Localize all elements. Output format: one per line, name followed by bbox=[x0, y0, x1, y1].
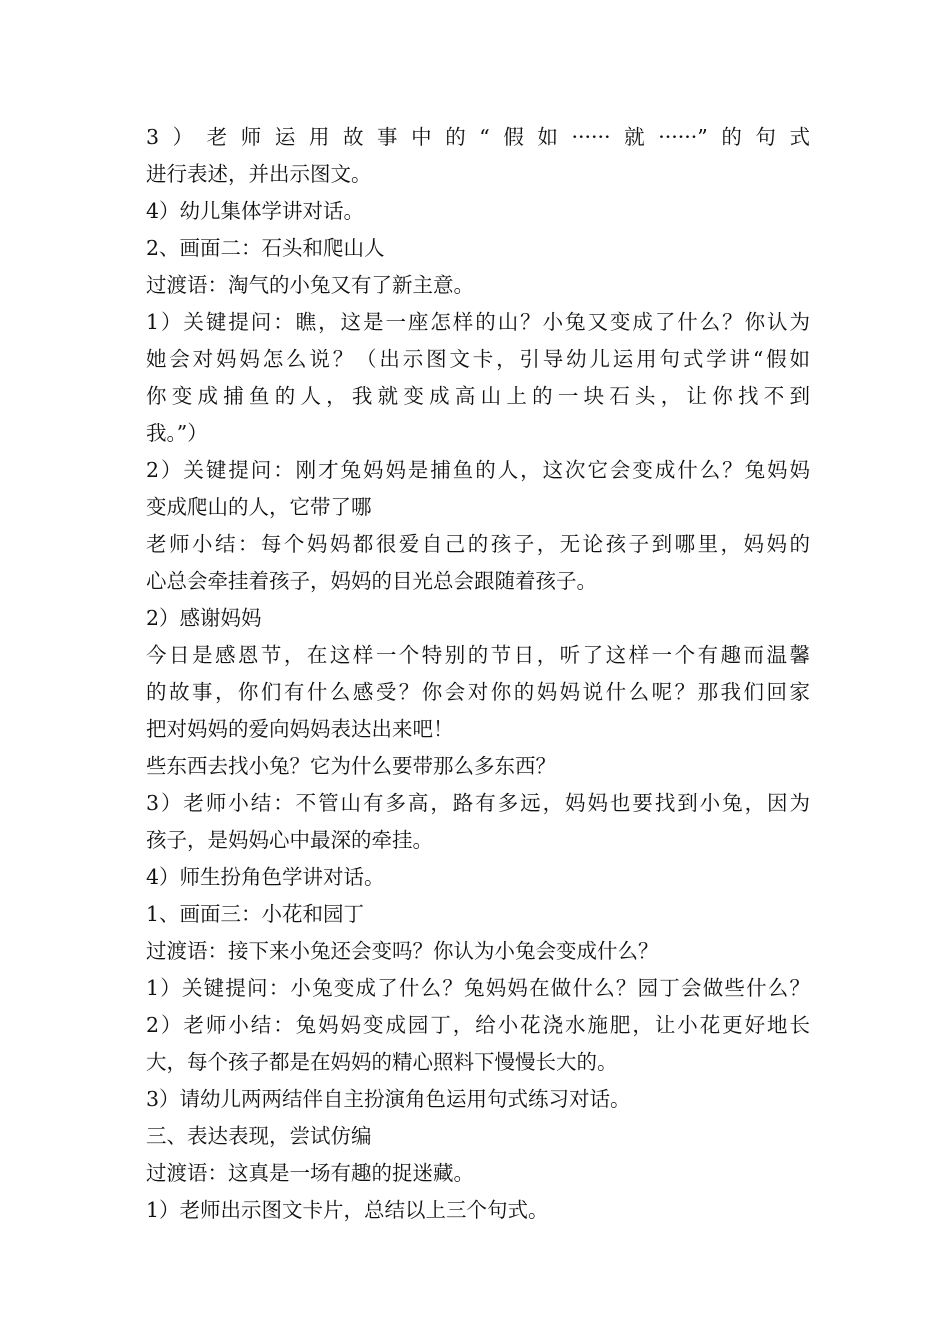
text-line: 过渡语：接下来小兔还会变吗？你认为小兔会变成什么？ bbox=[146, 939, 659, 963]
text-line: 今日是感恩节，在这样一个特别的节日，听了这样一个有趣而温馨 bbox=[146, 643, 810, 667]
text-line: 把对妈妈的爱向妈妈表达出来吧！ bbox=[146, 717, 454, 741]
text-line: 的故事，你们有什么感受？你会对你的妈妈说什么呢？那我们回家 bbox=[146, 680, 810, 704]
text-line: 1）老师出示图文卡片，总结以上三个句式。 bbox=[146, 1198, 549, 1222]
document-body bbox=[146, 119, 810, 1229]
text-line: 进行表述，并出示图文。 bbox=[146, 162, 372, 186]
text-line: 2）老师小结：兔妈妈变成园丁，给小花浇水施肥，让小花更好地长 bbox=[146, 1013, 810, 1037]
text-line: 4）幼儿集体学讲对话。 bbox=[146, 199, 365, 223]
section-heading: 三、表达表现，尝试仿编 bbox=[146, 1124, 372, 1148]
text-line: 我。”） bbox=[146, 421, 208, 445]
section-heading: 2）感谢妈妈 bbox=[146, 606, 262, 630]
text-line: 大，每个孩子都是在妈妈的精心照料下慢慢长大的。 bbox=[146, 1050, 618, 1074]
section-heading: 2、画面二：石头和爬山人 bbox=[146, 236, 385, 260]
text-line: 1）关键提问：瞧，这是一座怎样的山？小兔又变成了什么？你认为 bbox=[146, 310, 810, 334]
text-line: 过渡语：这真是一场有趣的捉迷藏。 bbox=[146, 1161, 474, 1185]
text-line: 4）师生扮角色学讲对话。 bbox=[146, 865, 385, 889]
text-line: 孩子，是妈妈心中最深的牵挂。 bbox=[146, 828, 433, 852]
text-line: 你变成捕鱼的人，我就变成高山上的一块石头，让你找不到 bbox=[146, 384, 810, 408]
text-line: 2）关键提问：刚才兔妈妈是捕鱼的人，这次它会变成什么？兔妈妈 bbox=[146, 458, 810, 482]
text-line: 变成爬山的人，它带了哪 bbox=[146, 495, 372, 519]
text-line: 3）请幼儿两两结伴自主扮演角色运用句式练习对话。 bbox=[146, 1087, 631, 1111]
text-line: 她会对妈妈怎么说？（出示图文卡，引导幼儿运用句式学讲“假如 bbox=[146, 347, 810, 371]
section-heading: 1、画面三：小花和园丁 bbox=[146, 902, 365, 926]
text-line: 3）老师小结：不管山有多高，路有多远，妈妈也要找到小兔，因为 bbox=[146, 791, 810, 815]
text-line: 些东西去找小兔？它为什么要带那么多东西？ bbox=[146, 754, 556, 778]
text-line: 3）老师运用故事中的“假如······就······”的句式 bbox=[146, 125, 810, 149]
text-line: 过渡语：淘气的小兔又有了新主意。 bbox=[146, 273, 474, 297]
text-line: 心总会牵挂着孩子，妈妈的目光总会跟随着孩子。 bbox=[146, 569, 597, 593]
text-line: 1）关键提问：小兔变成了什么？兔妈妈在做什么？园丁会做些什么？ bbox=[146, 976, 810, 1000]
text-line: 老师小结：每个妈妈都很爱自己的孩子，无论孩子到哪里，妈妈的 bbox=[146, 532, 810, 556]
